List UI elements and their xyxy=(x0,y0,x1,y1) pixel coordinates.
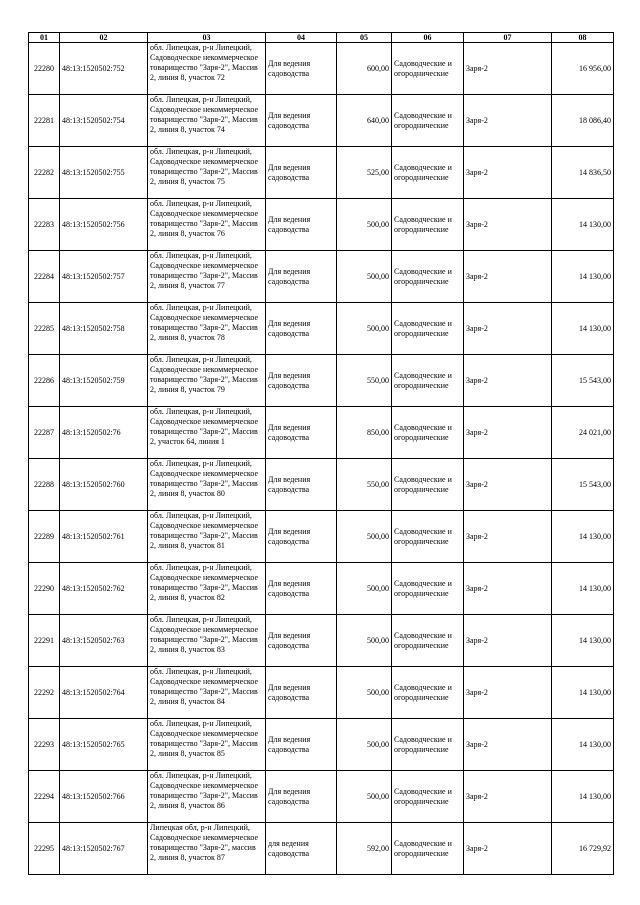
cell-permitted-use: Для ведения садоводства xyxy=(266,459,337,511)
cell-row-number: 22293 xyxy=(29,719,60,771)
cell-area: 500,00 xyxy=(337,199,392,251)
table-row xyxy=(29,511,614,563)
cell-settlement: Заря-2 xyxy=(464,563,552,615)
cell-permitted-use: Для ведения садоводства xyxy=(266,95,337,147)
col-header-02: 02 xyxy=(60,33,148,43)
cell-cadastral-value: 14 130,00 xyxy=(552,667,614,719)
cell-land-category: Садоводческие и огороднические xyxy=(392,251,464,303)
cell-address xyxy=(148,199,266,251)
cell-land-category: Садоводческие и огороднические xyxy=(392,459,464,511)
cell-cadastral-value: 14 130,00 xyxy=(552,251,614,303)
table-row xyxy=(29,303,614,355)
cell-cadastral-number: 48:13:1520502:767 xyxy=(60,823,148,875)
col-header-05: 05 xyxy=(337,33,392,43)
address-text: обл. Липецкая, р-н Липецкий, Садоводческое некоммерческое товарищество "Заря-2", Массив 2, участок 64, линия 1 xyxy=(150,407,259,446)
cell-settlement: Заря-2 xyxy=(464,199,552,251)
cell-settlement: Заря-2 xyxy=(464,407,552,459)
cell-row-number: 22289 xyxy=(29,511,60,563)
cell-row-number: 22288 xyxy=(29,459,60,511)
table-row xyxy=(29,407,614,459)
cell-land-category: Садоводческие и огороднические xyxy=(392,719,464,771)
cell-address xyxy=(148,719,266,771)
cell-area: 640,00 xyxy=(337,95,392,147)
col-header-01: 01 xyxy=(29,33,60,43)
cell-settlement: Заря-2 xyxy=(464,511,552,563)
cell-area: 850,00 xyxy=(337,407,392,459)
cell-area: 500,00 xyxy=(337,563,392,615)
cell-row-number: 22285 xyxy=(29,303,60,355)
cell-cadastral-value: 14 130,00 xyxy=(552,771,614,823)
cell-permitted-use: Для ведения садоводства xyxy=(266,251,337,303)
cell-permitted-use: Для ведения садоводства xyxy=(266,355,337,407)
cell-row-number: 22290 xyxy=(29,563,60,615)
cell-settlement: Заря-2 xyxy=(464,823,552,875)
cell-permitted-use: для ведения садоводства xyxy=(266,823,337,875)
cell-address xyxy=(148,615,266,667)
col-header-08: 08 xyxy=(552,33,614,43)
table-row xyxy=(29,355,614,407)
cell-address xyxy=(148,43,266,95)
cell-land-category: Садоводческие и огороднические xyxy=(392,615,464,667)
cell-area: 500,00 xyxy=(337,303,392,355)
cell-cadastral-value: 15 543,00 xyxy=(552,355,614,407)
land-registry-table xyxy=(28,32,614,875)
cell-address xyxy=(148,459,266,511)
cell-area: 500,00 xyxy=(337,667,392,719)
address-text: обл. Липецкая, р-н Липецкий, Садоводческое некоммерческое товарищество "Заря-2", Массив 2, линия 8, участок 81 xyxy=(150,511,259,550)
col-header-04: 04 xyxy=(266,33,337,43)
cell-cadastral-number: 48:13:1520502:757 xyxy=(60,251,148,303)
table-row xyxy=(29,719,614,771)
cell-cadastral-number: 48:13:1520502:76 xyxy=(60,407,148,459)
cell-cadastral-value: 14 836,50 xyxy=(552,147,614,199)
cell-area: 500,00 xyxy=(337,511,392,563)
cell-permitted-use: Для ведения садоводства xyxy=(266,511,337,563)
cell-cadastral-number: 48:13:1520502:764 xyxy=(60,667,148,719)
cell-cadastral-value: 14 130,00 xyxy=(552,615,614,667)
cell-land-category: Садоводческие и огороднические xyxy=(392,355,464,407)
cell-row-number: 22280 xyxy=(29,43,60,95)
cell-row-number: 22284 xyxy=(29,251,60,303)
cell-land-category: Садоводческие и огороднические xyxy=(392,823,464,875)
cell-settlement: Заря-2 xyxy=(464,95,552,147)
address-text: обл. Липецкая, р-н Липецкий, Садоводческое некоммерческое товарищество "Заря-2", Массив 2, линия 8, участок 72 xyxy=(150,43,259,82)
cell-land-category: Садоводческие и огороднические xyxy=(392,199,464,251)
cell-row-number: 22283 xyxy=(29,199,60,251)
address-text: обл. Липецкая, р-н Липецкий, Садоводческое некоммерческое товарищество "Заря-2", Массив 2, линия 8, участок 76 xyxy=(150,199,259,238)
cell-row-number: 22294 xyxy=(29,771,60,823)
cell-cadastral-number: 48:13:1520502:766 xyxy=(60,771,148,823)
cell-cadastral-value: 16 956,00 xyxy=(552,43,614,95)
cell-permitted-use: Для ведения садоводства xyxy=(266,719,337,771)
cell-area: 500,00 xyxy=(337,251,392,303)
address-text: обл. Липецкая, р-н Липецкий, Садоводческое некоммерческое товарищество "Заря-2", Массив 2, линия 8, участок 79 xyxy=(150,355,259,394)
address-text: обл. Липецкая, р-н Липецкий, Садоводческое некоммерческое товарищество "Заря-2", Массив 2, линия 8, участок 78 xyxy=(150,303,259,342)
cell-cadastral-number: 48:13:1520502:752 xyxy=(60,43,148,95)
cell-settlement: Заря-2 xyxy=(464,303,552,355)
cell-permitted-use: Для ведения садоводства xyxy=(266,615,337,667)
cell-permitted-use: Для ведения садоводства xyxy=(266,667,337,719)
cell-row-number: 22292 xyxy=(29,667,60,719)
address-text: обл. Липецкая, р-н Липецкий, Садоводческое некоммерческое товарищество "Заря-2", Массив 2, линия 8, участок 75 xyxy=(150,147,259,186)
cell-area: 500,00 xyxy=(337,771,392,823)
cell-address xyxy=(148,563,266,615)
cell-cadastral-number: 48:13:1520502:756 xyxy=(60,199,148,251)
cell-settlement: Заря-2 xyxy=(464,43,552,95)
address-text: обл. Липецкая, р-н Липецкий, Садоводческое некоммерческое товарищество "Заря-2", Массив 2, линия 8, участок 86 xyxy=(150,771,259,810)
col-header-07: 07 xyxy=(464,33,552,43)
cell-address xyxy=(148,355,266,407)
cell-settlement: Заря-2 xyxy=(464,771,552,823)
address-text: обл. Липецкая, р-н Липецкий, Садоводческое некоммерческое товарищество "Заря-2", Массив 2, линия 8, участок 82 xyxy=(150,563,259,602)
table-row xyxy=(29,147,614,199)
cell-cadastral-number: 48:13:1520502:763 xyxy=(60,615,148,667)
cell-settlement: Заря-2 xyxy=(464,459,552,511)
cell-land-category: Садоводческие и огороднические xyxy=(392,43,464,95)
cell-area: 550,00 xyxy=(337,355,392,407)
cell-address xyxy=(148,147,266,199)
cell-cadastral-number: 48:13:1520502:765 xyxy=(60,719,148,771)
col-header-06: 06 xyxy=(392,33,464,43)
address-text: обл. Липецкая, р-н Липецкий, Садоводческое некоммерческое товарищество "Заря-2", Массив 2, линия 8, участок 74 xyxy=(150,95,259,134)
cell-cadastral-value: 14 130,00 xyxy=(552,719,614,771)
table-row xyxy=(29,615,614,667)
cell-cadastral-number: 48:13:1520502:760 xyxy=(60,459,148,511)
cell-land-category: Садоводческие и огороднические xyxy=(392,771,464,823)
cell-settlement: Заря-2 xyxy=(464,667,552,719)
cell-permitted-use: Для ведения садоводства xyxy=(266,563,337,615)
cell-cadastral-value: 15 543,00 xyxy=(552,459,614,511)
cell-cadastral-value: 24 021,00 xyxy=(552,407,614,459)
cell-row-number: 22287 xyxy=(29,407,60,459)
cell-land-category: Садоводческие и огороднические xyxy=(392,95,464,147)
cell-settlement: Заря-2 xyxy=(464,719,552,771)
cell-cadastral-value: 16 729,92 xyxy=(552,823,614,875)
col-header-03: 03 xyxy=(148,33,266,43)
cell-cadastral-number: 48:13:1520502:758 xyxy=(60,303,148,355)
cell-address xyxy=(148,823,266,875)
cell-cadastral-number: 48:13:1520502:761 xyxy=(60,511,148,563)
table-row xyxy=(29,667,614,719)
address-text: обл. Липецкая, р-н Липецкий, Садоводческое некоммерческое товарищество "Заря-2", Массив 2, линия 8, участок 83 xyxy=(150,615,259,654)
header-row xyxy=(29,33,614,43)
cell-address xyxy=(148,771,266,823)
address-text: обл. Липецкая, р-н Липецкий, Садоводческое некоммерческое товарищество "Заря-2", Массив 2, линия 8, участок 84 xyxy=(150,667,259,706)
cell-permitted-use: Для ведения садоводства xyxy=(266,407,337,459)
cell-cadastral-value: 18 086,40 xyxy=(552,95,614,147)
cell-settlement: Заря-2 xyxy=(464,615,552,667)
cell-permitted-use: Для ведения садоводства xyxy=(266,43,337,95)
cell-address xyxy=(148,303,266,355)
table-row xyxy=(29,771,614,823)
cell-address xyxy=(148,251,266,303)
cell-land-category: Садоводческие и огороднические xyxy=(392,303,464,355)
cell-row-number: 22281 xyxy=(29,95,60,147)
address-text: Липецкая обл, р-н Липецкий, Садоводческое некоммерческое товарищество "Заря-2", массив 2, линия 8, участок 87 xyxy=(150,823,259,862)
cell-cadastral-number: 48:13:1520502:754 xyxy=(60,95,148,147)
cell-land-category: Садоводческие и огороднические xyxy=(392,667,464,719)
table-row xyxy=(29,43,614,95)
address-text: обл. Липецкая, р-н Липецкий, Садоводческое некоммерческое товарищество "Заря-2", Массив 2, линия 8, участок 85 xyxy=(150,719,259,758)
cell-cadastral-number: 48:13:1520502:762 xyxy=(60,563,148,615)
cell-area: 525,00 xyxy=(337,147,392,199)
cell-row-number: 22282 xyxy=(29,147,60,199)
cell-land-category: Садоводческие и огороднические xyxy=(392,407,464,459)
cell-permitted-use: Для ведения садоводства xyxy=(266,771,337,823)
cell-cadastral-value: 14 130,00 xyxy=(552,563,614,615)
cell-area: 500,00 xyxy=(337,615,392,667)
cell-address xyxy=(148,95,266,147)
cell-area: 550,00 xyxy=(337,459,392,511)
cell-permitted-use: Для ведения садоводства xyxy=(266,303,337,355)
table-row xyxy=(29,823,614,875)
cell-settlement: Заря-2 xyxy=(464,147,552,199)
table-row xyxy=(29,95,614,147)
cell-cadastral-value: 14 130,00 xyxy=(552,199,614,251)
cell-row-number: 22291 xyxy=(29,615,60,667)
cell-land-category: Садоводческие и огороднические xyxy=(392,511,464,563)
cell-cadastral-value: 14 130,00 xyxy=(552,303,614,355)
cell-cadastral-number: 48:13:1520502:755 xyxy=(60,147,148,199)
cell-address xyxy=(148,667,266,719)
cell-address xyxy=(148,407,266,459)
table-row xyxy=(29,199,614,251)
cell-cadastral-number: 48:13:1520502:759 xyxy=(60,355,148,407)
cell-settlement: Заря-2 xyxy=(464,251,552,303)
cell-area: 592,00 xyxy=(337,823,392,875)
cell-land-category: Садоводческие и огороднические xyxy=(392,563,464,615)
cell-permitted-use: Для ведения садоводства xyxy=(266,199,337,251)
cell-area: 500,00 xyxy=(337,719,392,771)
cell-land-category: Садоводческие и огороднические xyxy=(392,147,464,199)
table-row xyxy=(29,563,614,615)
table-row xyxy=(29,251,614,303)
cell-row-number: 22295 xyxy=(29,823,60,875)
address-text: обл. Липецкая, р-н Липецкий, Садоводческое некоммерческое товарищество "Заря-2", Массив 2, линия 8, участок 80 xyxy=(150,459,259,498)
cell-row-number: 22286 xyxy=(29,355,60,407)
cell-cadastral-value: 14 130,00 xyxy=(552,511,614,563)
cell-area: 600,00 xyxy=(337,43,392,95)
cell-permitted-use: Для ведения садоводства xyxy=(266,147,337,199)
table-row xyxy=(29,459,614,511)
cell-address xyxy=(148,511,266,563)
address-text: обл. Липецкая, р-н Липецкий, Садоводческое некоммерческое товарищество "Заря-2", Массив 2, линия 8, участок 77 xyxy=(150,251,259,290)
cell-settlement: Заря-2 xyxy=(464,355,552,407)
